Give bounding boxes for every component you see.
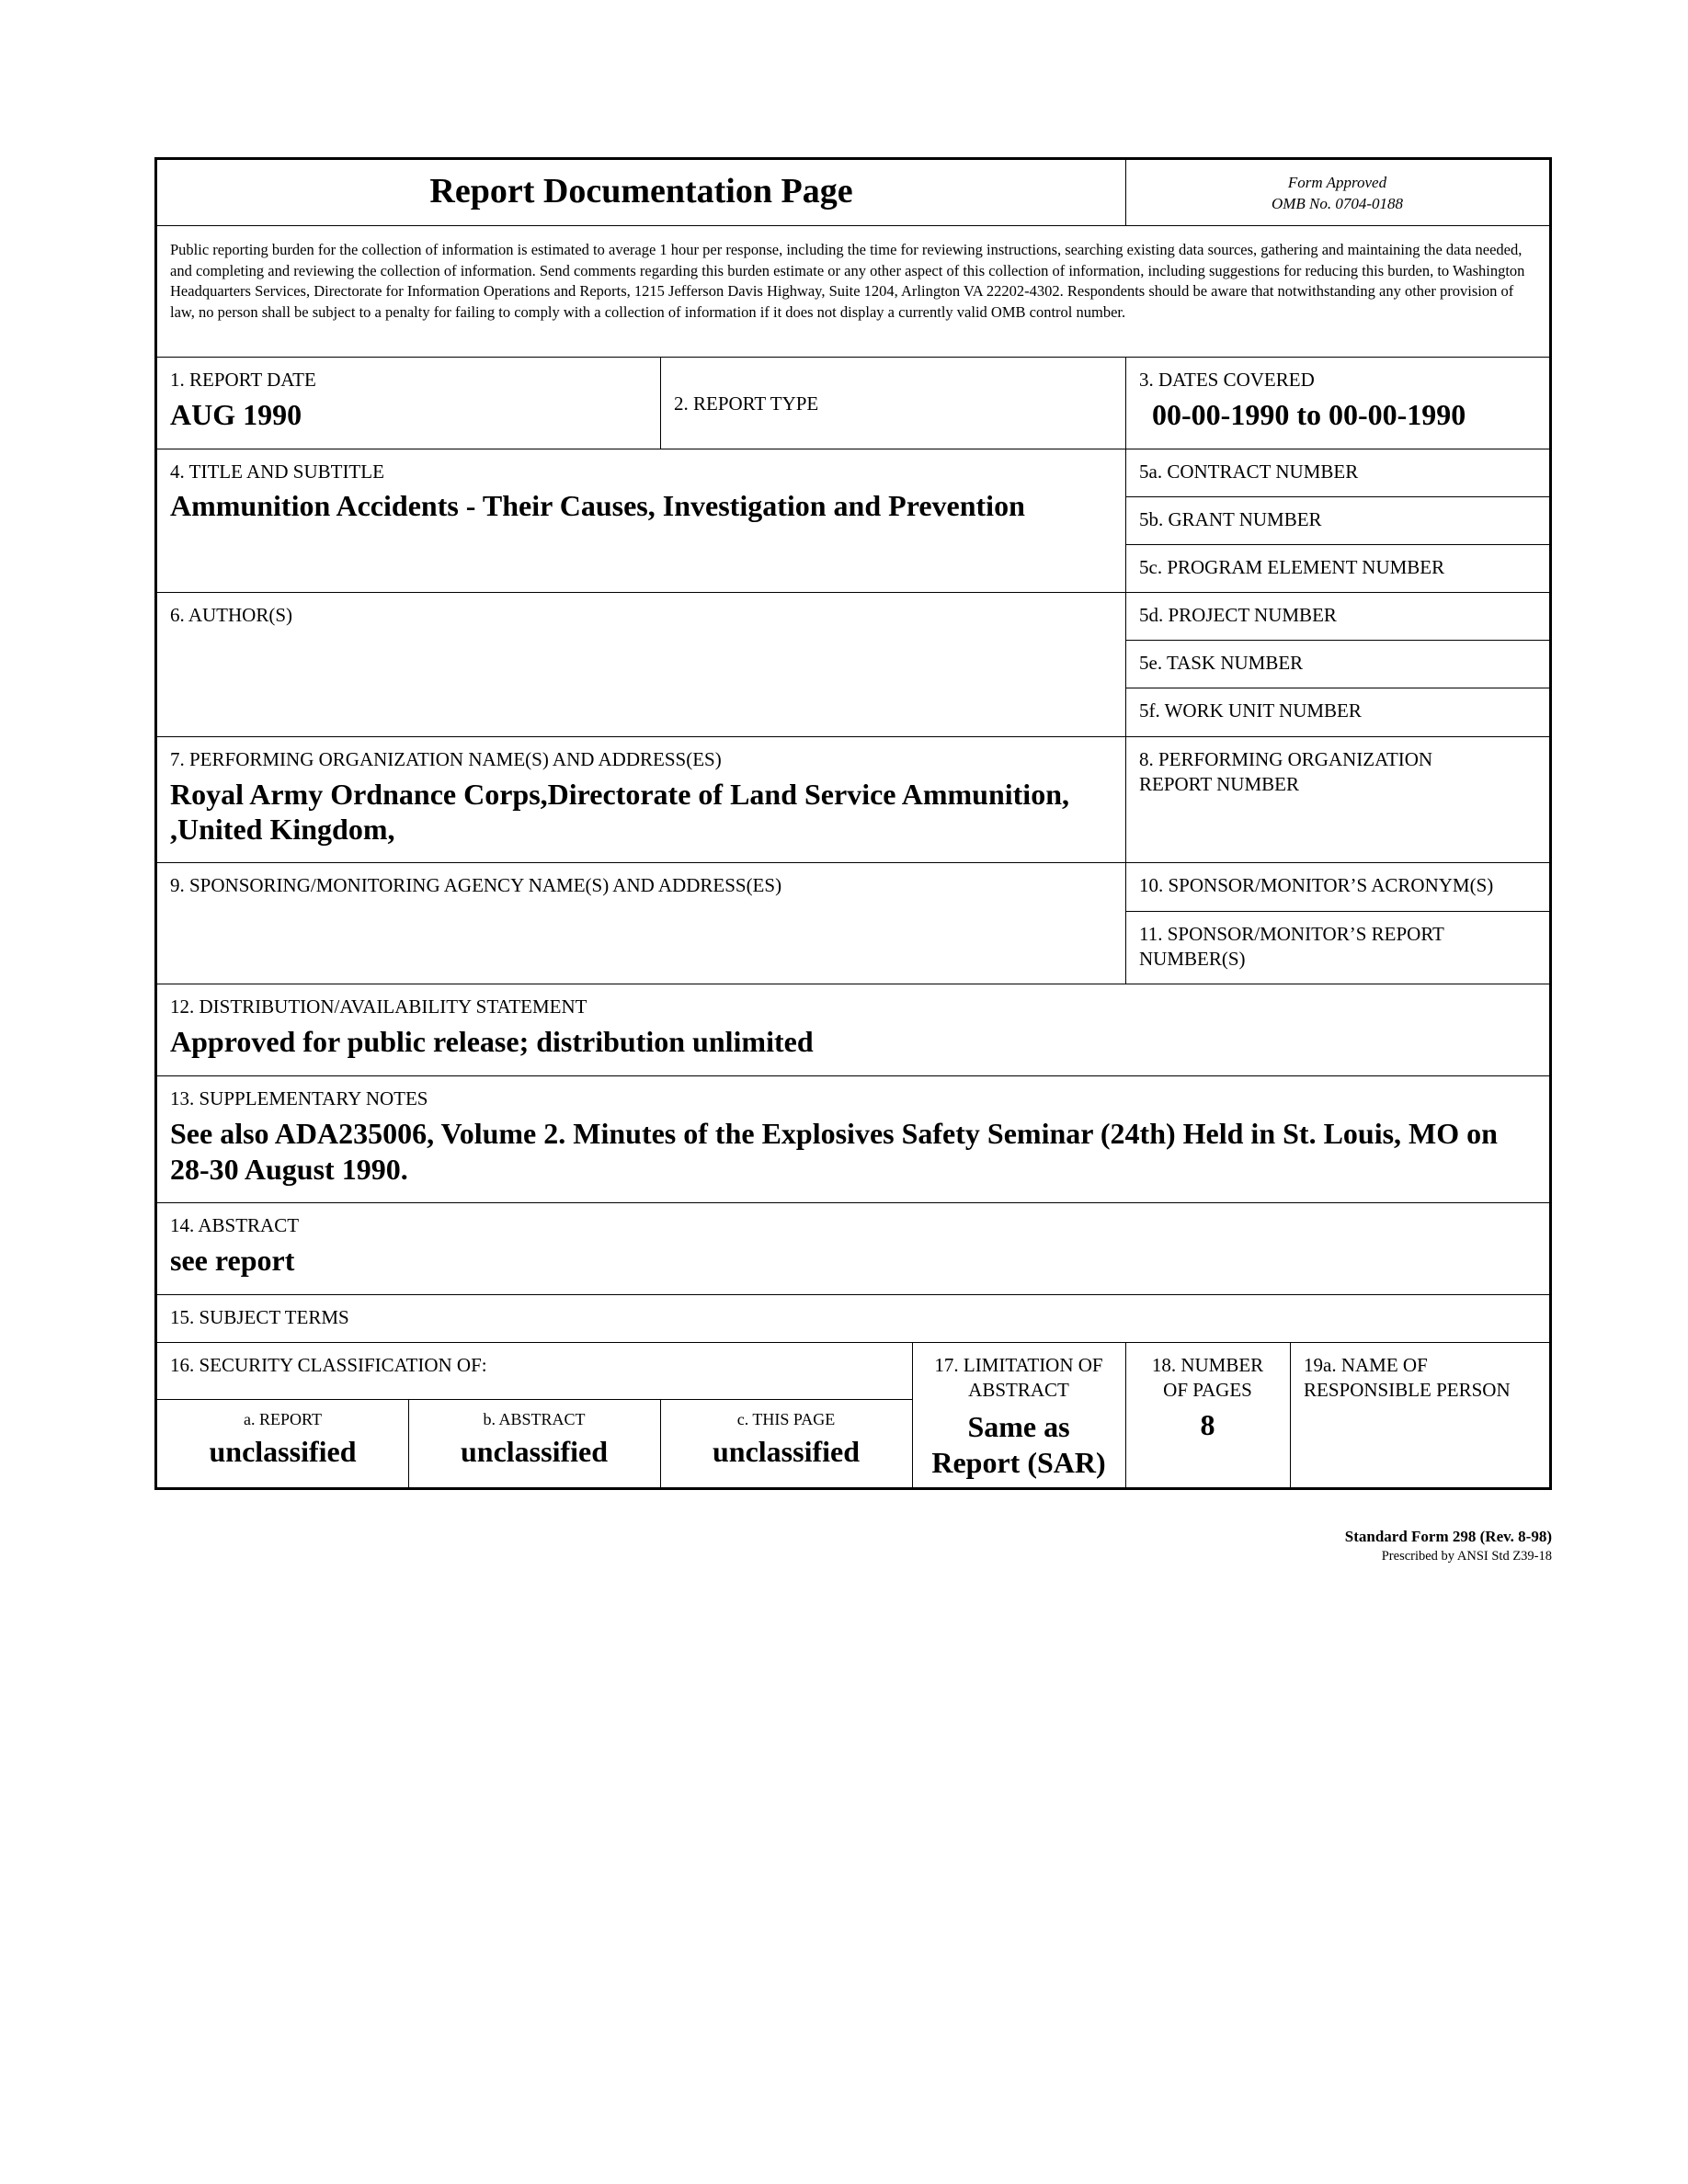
limitation-of-abstract-value-line2: Report (SAR)	[931, 1446, 1106, 1479]
security-classification-label: 16. SECURITY CLASSIFICATION OF:	[170, 1354, 487, 1376]
report-classification-value: unclassified	[209, 1435, 357, 1468]
sponsor-acronym-label: 10. SPONSOR/MONITOR’S ACRONYM(S)	[1139, 874, 1494, 896]
number-of-pages-value: 8	[1200, 1408, 1215, 1441]
prescribed-by: Prescribed by ANSI Std Z39-18	[1381, 1549, 1552, 1564]
number-of-pages-label-line2: OF PAGES	[1163, 1379, 1252, 1401]
title-value: Ammunition Accidents - Their Causes, Investigation and Prevention	[170, 489, 1025, 522]
distribution-value: Approved for public release; distribution unlimited	[170, 1025, 814, 1058]
limitation-of-abstract-label-line1: 17. LIMITATION OF	[934, 1354, 1103, 1376]
project-number-label: 5d. PROJECT NUMBER	[1139, 604, 1337, 626]
report-date-label: 1. REPORT DATE	[170, 369, 316, 391]
abstract-value: see report	[170, 1244, 295, 1277]
rule	[1125, 160, 1126, 226]
rule	[1125, 357, 1126, 984]
limitation-of-abstract-label-line2: ABSTRACT	[968, 1379, 1069, 1401]
standard-form-name: Standard Form 298 (Rev. 8-98)	[1344, 1528, 1552, 1545]
rule	[157, 592, 1549, 593]
abstract-classification-value: unclassified	[460, 1435, 609, 1468]
this-page-classification-label: c. THIS PAGE	[736, 1410, 836, 1428]
rule	[1125, 544, 1549, 545]
rule	[1125, 640, 1549, 641]
limitation-of-abstract-value-line1: Same as	[967, 1410, 1070, 1443]
rule	[1290, 1342, 1291, 1487]
title-label: 4. TITLE AND SUBTITLE	[170, 461, 384, 483]
omb-number: OMB No. 0704-0188	[1271, 195, 1404, 212]
report-type-label: 2. REPORT TYPE	[674, 392, 819, 415]
performing-org-report-number-label-line2: REPORT NUMBER	[1139, 773, 1299, 795]
performing-org-value-line2: ,United Kingdom,	[170, 813, 395, 846]
rule	[157, 736, 1549, 737]
rule	[157, 1202, 1549, 1203]
rule	[157, 862, 1549, 863]
rule	[660, 357, 661, 449]
subject-terms-label: 15. SUBJECT TERMS	[170, 1306, 349, 1328]
task-number-label: 5e. TASK NUMBER	[1139, 652, 1304, 674]
dates-covered-value: 00-00-1990 to 00-00-1990	[1152, 398, 1466, 431]
rule	[157, 1399, 912, 1400]
distribution-label: 12. DISTRIBUTION/AVAILABILITY STATEMENT	[170, 995, 587, 1018]
supplementary-notes-value-line1: See also ADA235006, Volume 2. Minutes of the Explosives Safety Seminar (24th) Held in St. Louis, MO on	[170, 1117, 1498, 1150]
responsible-person-label-line2: RESPONSIBLE PERSON	[1304, 1379, 1511, 1401]
abstract-classification-label: b. ABSTRACT	[483, 1410, 586, 1428]
abstract-label: 14. ABSTRACT	[170, 1214, 300, 1236]
sponsor-report-number-label-line1: 11. SPONSOR/MONITOR’S REPORT	[1139, 923, 1444, 945]
report-date-value: AUG 1990	[170, 398, 302, 431]
performing-org-label: 7. PERFORMING ORGANIZATION NAME(S) AND ADDRESS(ES)	[170, 748, 722, 770]
report-documentation-form	[154, 157, 1552, 1490]
form-title: Report Documentation Page	[429, 172, 853, 210]
burden-statement: Public reporting burden for the collection of information is estimated to average 1 hour per response, including the time for reviewing instructions, searching existing data sources, gathering and maintaining the data needed, and completing and reviewing the collection of information. Send comments regarding this burden estimate or any other aspect of this collection of information, including suggestions for reducing this burden, to Washington Headquarters Services, Directorate for Information Operations and Reports, 1215 Jefferson Davis Highway, Suite 1204, Arlington VA 22202-4302. Respondents should be aware that notwithstanding any other provision of law, no person shall be subject to a penalty for failing to comply with a collection of information if it does not display a currently valid OMB control number.	[170, 241, 1525, 321]
performing-org-value-line1: Royal Army Ordnance Corps,Directorate of Land Service Ammunition,	[170, 778, 1069, 811]
this-page-classification-value: unclassified	[712, 1435, 861, 1468]
sponsor-report-number-label-line2: NUMBER(S)	[1139, 948, 1246, 970]
rule	[157, 1342, 1549, 1343]
responsible-person-label-line1: 19a. NAME OF	[1304, 1354, 1428, 1376]
dates-covered-label: 3. DATES COVERED	[1139, 369, 1315, 391]
rule	[157, 357, 1549, 358]
number-of-pages-label-line1: 18. NUMBER	[1151, 1354, 1264, 1376]
authors-label: 6. AUTHOR(S)	[170, 604, 293, 626]
grant-number-label: 5b. GRANT NUMBER	[1139, 508, 1322, 530]
supplementary-notes-value-line2: 28-30 August 1990.	[170, 1153, 408, 1186]
form-approved-label: Form Approved	[1287, 174, 1387, 191]
rule	[157, 1075, 1549, 1076]
contract-number-label: 5a. CONTRACT NUMBER	[1139, 461, 1359, 483]
rule	[157, 225, 1549, 226]
rule	[1125, 911, 1549, 912]
supplementary-notes-label: 13. SUPPLEMENTARY NOTES	[170, 1087, 428, 1109]
sponsoring-agency-label: 9. SPONSORING/MONITORING AGENCY NAME(S) AND ADDRESS(ES)	[170, 874, 782, 896]
rule	[1125, 496, 1549, 497]
program-element-number-label: 5c. PROGRAM ELEMENT NUMBER	[1139, 556, 1445, 578]
rule	[157, 1294, 1549, 1295]
performing-org-report-number-label-line1: 8. PERFORMING ORGANIZATION	[1139, 748, 1433, 770]
report-classification-label: a. REPORT	[244, 1410, 322, 1428]
work-unit-number-label: 5f. WORK UNIT NUMBER	[1139, 700, 1362, 722]
